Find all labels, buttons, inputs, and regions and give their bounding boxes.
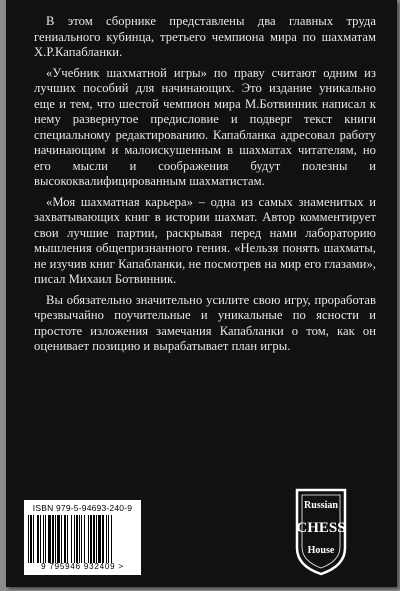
barcode-bar (43, 515, 44, 563)
barcode-bar (30, 515, 32, 563)
paragraph-textbook: «Учебник шахматной игры» по праву считают одним из лучших пособий для начинающих. Это издание уникально еще и тем, что шестой чемпион мира М.Ботвинник написал к нему развернутое предисловие и подверг текст книги специальному редактированию. Капабланка адресовал работу начинающим и малоискушенным в шахматах читателям, но его мысли и соображения будут полезны и высококвалифицированным шахматистам. (34, 65, 376, 188)
barcode-bar (84, 515, 85, 563)
barcode-bar (55, 515, 56, 563)
barcode-bar (74, 515, 75, 563)
barcode-bar (98, 515, 101, 563)
barcode-bar (37, 515, 39, 563)
barcode-bar (106, 515, 107, 563)
barcode-digits: 9 795946 932409 > (41, 562, 124, 571)
barcode-bar (102, 515, 104, 563)
paragraph-career: «Моя шахматная карьера» – одна из самых знаменитых и захватывающих книг в истории шахмат. Автор комментирует свои лучшие партии, раскрывая перед нами лабораторию мышления общепризнанного гения. «Нельзя понять шахматы, не изучив книг Капабланки, не посмотрев на мир его глазами», писал Михаил Ботвинник. (34, 194, 376, 286)
annotation-text (34, 14, 376, 360)
barcode-bar (45, 515, 46, 563)
barcode-bar (33, 515, 34, 563)
barcode-bar (90, 515, 92, 563)
barcode-bar (76, 515, 78, 563)
barcode-bar (57, 515, 60, 563)
barcode-bar (111, 515, 112, 563)
logo-word-top: Russian (304, 500, 338, 511)
paragraph-intro: В этом сборнике представлены два главных труда гениального кубинца, третьего чемпиона мира по шахматам Х.Р.Капабланки. (34, 14, 376, 59)
publisher-logo (293, 488, 349, 576)
barcode-bar (61, 515, 62, 563)
barcode-bar (48, 515, 51, 563)
book-back-cover (6, 0, 397, 587)
barcode-bar (108, 515, 109, 563)
isbn-number: ISBN 979-5-94693-240-9 (32, 503, 133, 513)
barcode-bar (93, 515, 95, 563)
barcode-bar (71, 515, 72, 563)
barcode-bar (67, 515, 68, 563)
paragraph-conclusion: Вы обязательно значительно усилите свою игру, проработав чрезвычайно поучительные и уникальные по ясности и простоте изложения замечания Капабланки о том, как он оценивает позицию и вырабатывает план игры. (34, 292, 376, 353)
barcode-bar (79, 515, 80, 563)
barcode-bar (40, 515, 41, 563)
barcode-bars (28, 515, 137, 563)
logo-word-middle: CHESS (296, 520, 346, 536)
logo-word-bottom: House (307, 545, 335, 556)
isbn-barcode (24, 500, 141, 575)
barcode-bar (88, 515, 89, 563)
barcode-bar (28, 515, 29, 563)
barcode-bar (52, 515, 54, 563)
barcode-bar (64, 515, 66, 563)
barcode-bar (96, 515, 97, 563)
barcode-bar (81, 515, 82, 563)
